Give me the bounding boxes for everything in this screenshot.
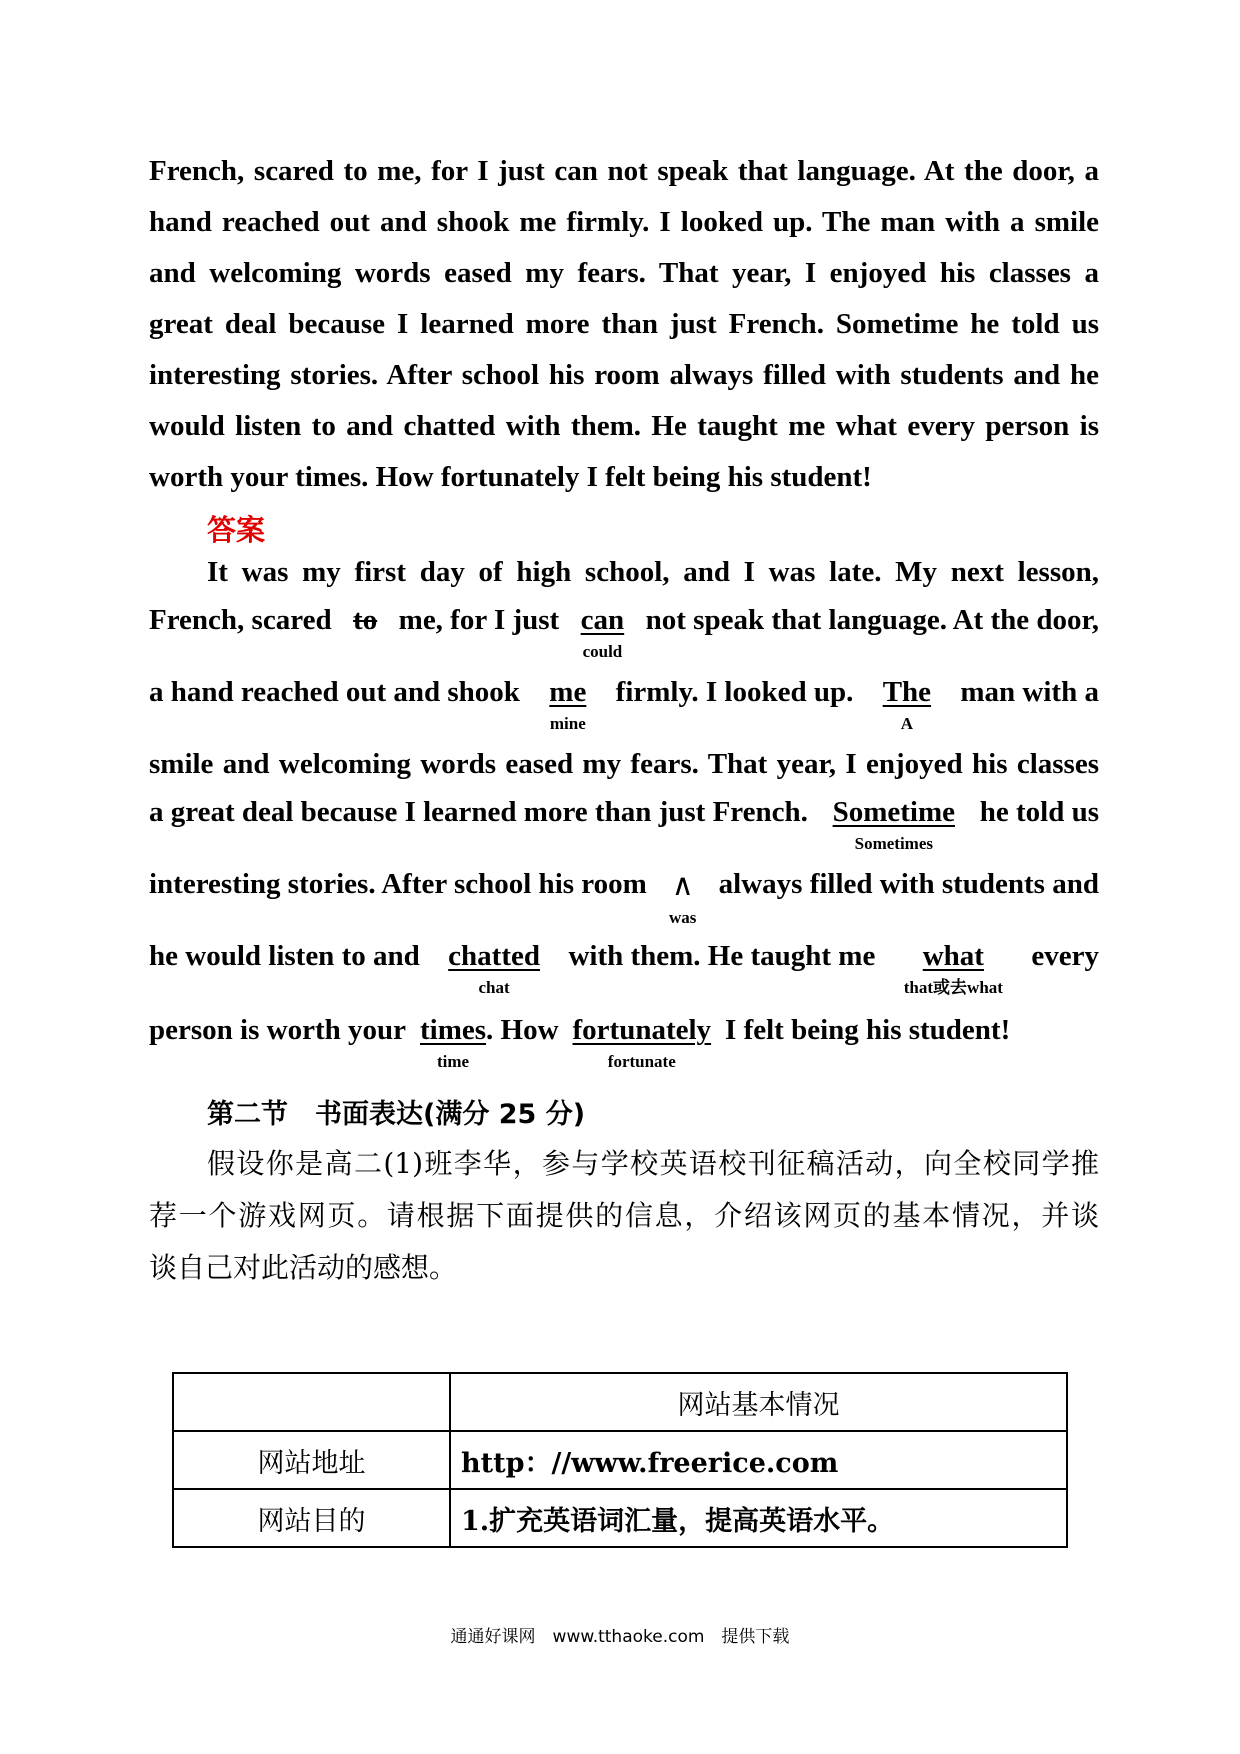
insertion (661, 868, 704, 929)
row-value: 1.扩充英语词汇量，提高英语水平。 (450, 1489, 1067, 1547)
essay-line: worth your times. How fortunately I felt being his student! (149, 461, 872, 493)
correction-word: could (582, 642, 623, 661)
error-word: Sometime (832, 796, 956, 828)
row-label: 网站目的 (173, 1489, 450, 1547)
answer-line-5 (149, 796, 1099, 868)
correction-word: that或去what (903, 978, 1003, 997)
essay-line: and welcoming words eased my fears. That year, I enjoyed his classes a (149, 257, 1099, 289)
row-value: http：//www.freerice.com (450, 1431, 1067, 1489)
correction-word: A (900, 714, 914, 733)
task-paragraph (149, 1138, 1099, 1294)
answer-text: every (1031, 940, 1099, 972)
correction (883, 676, 931, 735)
correction-word: chat (478, 978, 510, 997)
section-title: 第二节 书面表达(满分 25 分) (207, 1099, 586, 1130)
essay-line: would listen to and chatted with them. He taught me what every person is (149, 410, 1099, 442)
answer-text: me, for I just (398, 604, 560, 636)
correction-word: fortunate (607, 1052, 676, 1071)
correction-word: mine (549, 714, 586, 733)
answer-line-6 (149, 868, 1099, 940)
table-row (173, 1373, 1067, 1431)
correction-word: was (669, 908, 697, 927)
task-line: 谈自己对此活动的感想。 (149, 1251, 458, 1284)
essay-line: interesting stories. After school his room always filled with students and he (149, 359, 1099, 391)
answer-text: . How (486, 1014, 559, 1046)
correction-word: time (436, 1052, 470, 1071)
answer-text: French, scared (149, 604, 332, 636)
error-word: me (549, 676, 587, 708)
struck-word: to (353, 604, 378, 636)
table-cell-empty (173, 1373, 450, 1431)
task-line: 荐一个游戏网页。请根据下面提供的信息，介绍该网页的基本情况，并谈 (149, 1199, 1099, 1232)
answer-line-1 (149, 556, 1099, 604)
correction-word: Sometimes (854, 834, 933, 853)
essay-line: great deal because I learned more than just French. Sometime he told us (149, 308, 1099, 340)
error-word: fortunately (572, 1014, 712, 1046)
table-row (173, 1431, 1067, 1489)
footer: 通通好课网 www.tthaoke.com 提供下载 (450, 1627, 790, 1647)
website-info-table (172, 1372, 1068, 1548)
task-line: 假设你是高二(1)班李华，参与学校英语校刊征稿活动，向全校同学推 (207, 1147, 1099, 1180)
error-word: chatted (448, 940, 540, 972)
answer-text: with them. He taught me (568, 940, 876, 972)
answer-line-3 (149, 676, 1099, 748)
answer-text: I felt being his student! (725, 1014, 1011, 1046)
table-row (173, 1489, 1067, 1547)
answer-text: a hand reached out and shook (149, 676, 520, 708)
answer-text: man with a (960, 676, 1099, 708)
answer-block (149, 556, 1099, 1086)
answer-text: he told us (979, 796, 1099, 828)
answer-fragment (420, 1014, 559, 1073)
essay-line: French, scared to me, for I just can not speak that language. At the door, a (149, 155, 1099, 187)
error-word: times (419, 1014, 487, 1046)
correction (420, 1014, 486, 1073)
insert-caret-icon: ∧ (671, 868, 694, 903)
content (149, 146, 1099, 1294)
answer-text: smile and welcoming words eased my fears. That year, I enjoyed his classes (149, 748, 1099, 780)
answer-text: not speak that language. At the door, (645, 604, 1099, 636)
answer-text: he would listen to and (149, 940, 420, 972)
error-word: The (882, 676, 932, 708)
error-word: what (922, 940, 984, 972)
correction (448, 940, 540, 999)
answer-text: firmly. I looked up. (615, 676, 854, 708)
answer-label: 答案 (207, 513, 266, 547)
error-word: can (580, 604, 625, 636)
answer-text: It was my first day of high school, and I was late. My next lesson, (207, 556, 1099, 588)
answer-text: person is worth your (149, 1014, 406, 1046)
answer-line-4 (149, 748, 1099, 796)
table-header: 网站基本情况 (450, 1373, 1067, 1431)
answer-text: a great deal because I learned more than just French. (149, 796, 808, 828)
answer-line-2 (149, 604, 1099, 676)
answer-text: interesting stories. After school his room (149, 868, 647, 900)
correction (573, 1014, 712, 1073)
answer-text: always filled with students and (718, 868, 1099, 900)
correction (833, 796, 955, 855)
row-label: 网站地址 (173, 1431, 450, 1489)
essay-line: hand reached out and shook me firmly. I looked up. The man with a smile (149, 206, 1099, 238)
correction (549, 676, 586, 735)
correction (904, 940, 1003, 999)
essay-paragraph (149, 146, 1099, 503)
answer-line-7 (149, 940, 1099, 1014)
answer-line-8 (149, 1014, 1099, 1086)
correction (581, 604, 625, 663)
